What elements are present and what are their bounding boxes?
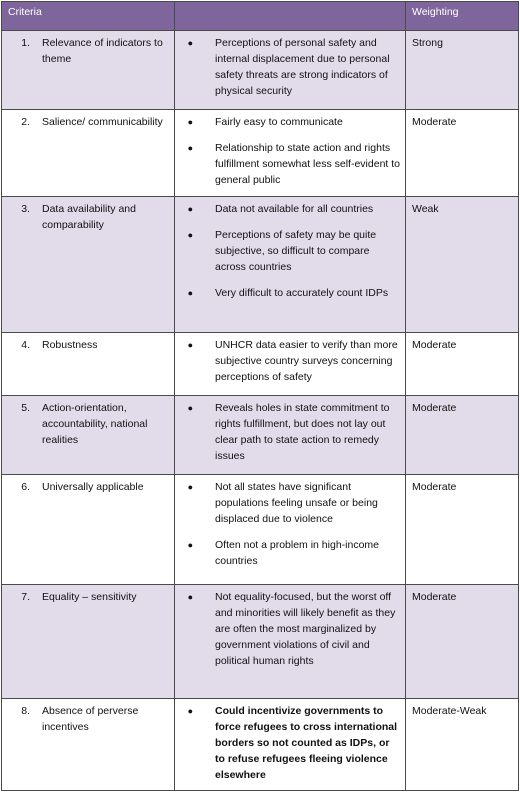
header-criteria: Criteria [2, 2, 175, 31]
details-cell [175, 333, 406, 396]
header-weighting: Weighting [406, 2, 519, 31]
criterion-label: Relevance of indicators to theme [42, 37, 163, 65]
criterion-number: 2. [21, 116, 30, 128]
bullet-list [175, 699, 405, 783]
bullet-list [175, 110, 405, 188]
criterion-label: Robustness [42, 339, 98, 351]
bullet-text: Perceptions of personal safety and internal displacement due to personal safety threats are strong indicators of physical security [215, 37, 390, 97]
weighting-cell [406, 31, 519, 110]
bullet-text: Very difficult to accurately count IDPs [215, 287, 389, 299]
criterion-cell [2, 333, 175, 396]
criterion-label: Salience/ communicability [42, 116, 163, 128]
criterion-label: Universally applicable [42, 481, 144, 493]
criteria-table [1, 1, 519, 791]
weighting-cell [406, 585, 519, 699]
details-cell [175, 31, 406, 110]
header-row [2, 2, 519, 31]
weighting-value: Moderate-Weak [412, 705, 487, 717]
bullet-item [175, 479, 401, 527]
bullet-icon: ● [187, 204, 193, 214]
details-cell [175, 475, 406, 585]
bullet-item [175, 114, 401, 130]
bullet-item [175, 35, 401, 99]
weighting-value: Moderate [412, 339, 457, 351]
criterion-cell [2, 197, 175, 333]
bullet-icon: ● [187, 340, 193, 350]
bullet-item [175, 400, 401, 464]
header-details [175, 2, 406, 31]
criterion-number: 5. [21, 402, 30, 414]
table-row [2, 396, 519, 475]
bullet-text: Reveals holes in state commitment to rights fulfillment, but does not lay out clear path to state action to remedy issues [215, 402, 390, 462]
bullet-list [175, 475, 405, 569]
details-cell [175, 585, 406, 699]
criterion-number: 8. [21, 705, 30, 717]
weighting-value: Weak [412, 203, 439, 215]
bullet-item [175, 285, 401, 301]
weighting-cell [406, 396, 519, 475]
bullet-text: Often not a problem in high-income countries [215, 539, 380, 567]
weighting-value: Moderate [412, 402, 457, 414]
weighting-value: Moderate [412, 116, 457, 128]
criterion-number: 4. [21, 339, 30, 351]
table-row [2, 475, 519, 585]
criterion-label: Data availability and comparability [42, 203, 136, 231]
bullet-text: Perceptions of safety may be quite subjective, so difficult to compare across countries [215, 229, 377, 273]
bullet-icon: ● [187, 230, 193, 240]
weighting-cell [406, 699, 519, 791]
weighting-cell [406, 110, 519, 197]
bullet-item [175, 703, 401, 783]
table-row [2, 699, 519, 791]
table-row [2, 585, 519, 699]
criterion-number: 1. [21, 37, 30, 49]
bullet-icon: ● [187, 540, 193, 550]
bullet-text: Relationship to state action and rights fulfillment somewhat less self-evident to general public [215, 142, 400, 186]
bullet-list [175, 396, 405, 464]
weighting-cell [406, 475, 519, 585]
bullet-text: Could incentivize governments to force refugees to cross international borders so not counted as IDPs, or to refuse refugees fleeing violence elsewhere [215, 705, 398, 781]
bullet-item [175, 589, 401, 669]
bullet-text: Not equality-focused, but the worst off and minorities will likely benefit as they are often the most marginalized by government violations of civil and political human rights [215, 591, 396, 667]
criterion-number: 7. [21, 591, 30, 603]
criterion-cell [2, 585, 175, 699]
weighting-value: Moderate [412, 591, 457, 603]
bullet-text: Not all states have significant populations feeling unsafe or being displaced due to violence [215, 481, 378, 525]
criterion-label: Equality – sensitivity [42, 591, 137, 603]
bullet-list [175, 31, 405, 99]
bullet-item [175, 337, 401, 385]
bullet-item [175, 537, 401, 569]
details-cell [175, 197, 406, 333]
criterion-label: Action-orientation, accountability, national realities [42, 402, 148, 446]
bullet-text: Data not available for all countries [215, 203, 374, 215]
criterion-cell [2, 699, 175, 791]
bullet-icon: ● [187, 288, 193, 298]
bullet-list [175, 585, 405, 669]
bullet-icon: ● [187, 143, 193, 153]
details-cell [175, 699, 406, 791]
criterion-number: 3. [21, 203, 30, 215]
weighting-value: Strong [412, 37, 443, 49]
criterion-cell [2, 31, 175, 110]
bullet-text: UNHCR data easier to verify than more subjective country surveys concerning perceptions of safety [215, 339, 398, 383]
bullet-icon: ● [187, 38, 193, 48]
bullet-icon: ● [187, 403, 193, 413]
criterion-label: Absence of perverse incentives [42, 705, 139, 733]
table-row [2, 197, 519, 333]
bullet-icon: ● [187, 482, 193, 492]
bullet-list [175, 197, 405, 301]
criterion-cell [2, 475, 175, 585]
bullet-item [175, 227, 401, 275]
bullet-icon: ● [187, 117, 193, 127]
bullet-list [175, 333, 405, 385]
table-row [2, 333, 519, 396]
weighting-value: Moderate [412, 481, 457, 493]
table-row [2, 31, 519, 110]
bullet-icon: ● [187, 706, 193, 716]
criterion-cell [2, 110, 175, 197]
details-cell [175, 110, 406, 197]
bullet-icon: ● [187, 592, 193, 602]
criterion-cell [2, 396, 175, 475]
weighting-cell [406, 197, 519, 333]
table-row [2, 110, 519, 197]
bullet-text: Fairly easy to communicate [215, 116, 343, 128]
bullet-item [175, 140, 401, 188]
details-cell [175, 396, 406, 475]
bullet-item [175, 201, 401, 217]
criterion-number: 6. [21, 481, 30, 493]
weighting-cell [406, 333, 519, 396]
